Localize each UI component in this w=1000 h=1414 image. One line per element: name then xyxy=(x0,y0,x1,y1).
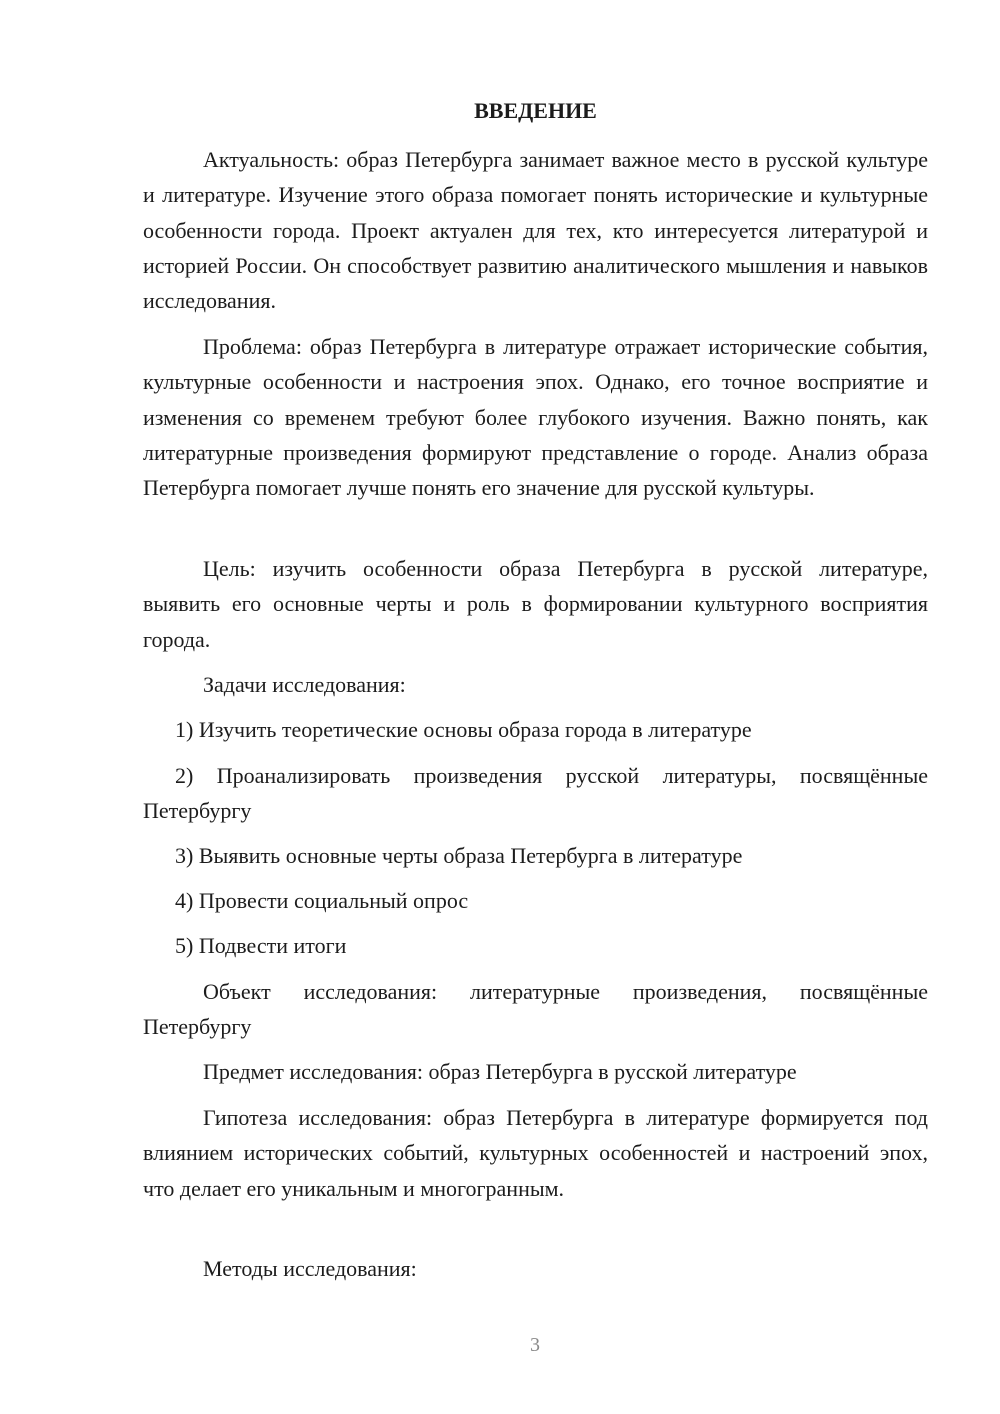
section-heading: ВВЕДЕНИЕ xyxy=(474,98,597,123)
tasks-heading: Задачи исследования: xyxy=(203,672,406,697)
task-item-4: 4) Провести социальный опрос xyxy=(175,888,469,913)
page-number: 3 xyxy=(530,1334,540,1356)
task-item-3: 3) Выявить основные черты образа Петербурга в литературе xyxy=(175,843,743,868)
relevance-paragraph: Актуальность: образ Петербурга занимает важное место в русской культуре и литературе. Изучение этого образа помогает понять исторические и культурные особенности города. Проект актуален для тех, кто интересуется литературой и историей России. Он способствует развитию аналитического мышления и навыков исследования. xyxy=(143,147,928,314)
task-item-1: 1) Изучить теоретические основы образа города в литературе xyxy=(175,717,752,742)
goal-paragraph: Цель: изучить особенности образа Петербурга в русской литературе, выявить его основные черты и роль в формировании культурного восприятия города. xyxy=(143,556,928,652)
task-item-2: 2) Проанализировать произведения русской литературы, посвящённые Петербургу xyxy=(143,763,928,824)
methods-heading: Методы исследования: xyxy=(203,1256,417,1281)
problem-paragraph: Проблема: образ Петербурга в литературе отражает исторические события, культурные особенности и настроения эпох. Однако, его точное восприятие и изменения со временем требуют более глубокого изучения. Важно понять, как литературные произведения формируют представление о городе. Анализ образа Петербурга помогает лучше понять его значение для русской культуры. xyxy=(143,334,928,501)
object-paragraph: Объект исследования: литературные произведения, посвящённые Петербургу xyxy=(143,979,928,1040)
subject-paragraph: Предмет исследования: образ Петербурга в русской литературе xyxy=(203,1059,797,1084)
task-item-5: 5) Подвести итоги xyxy=(175,933,347,958)
hypothesis-paragraph: Гипотеза исследования: образ Петербурга в литературе формируется под влиянием исторических событий, культурных особенностей и настроений эпох, что делает его уникальным и многогранным. xyxy=(143,1105,928,1201)
